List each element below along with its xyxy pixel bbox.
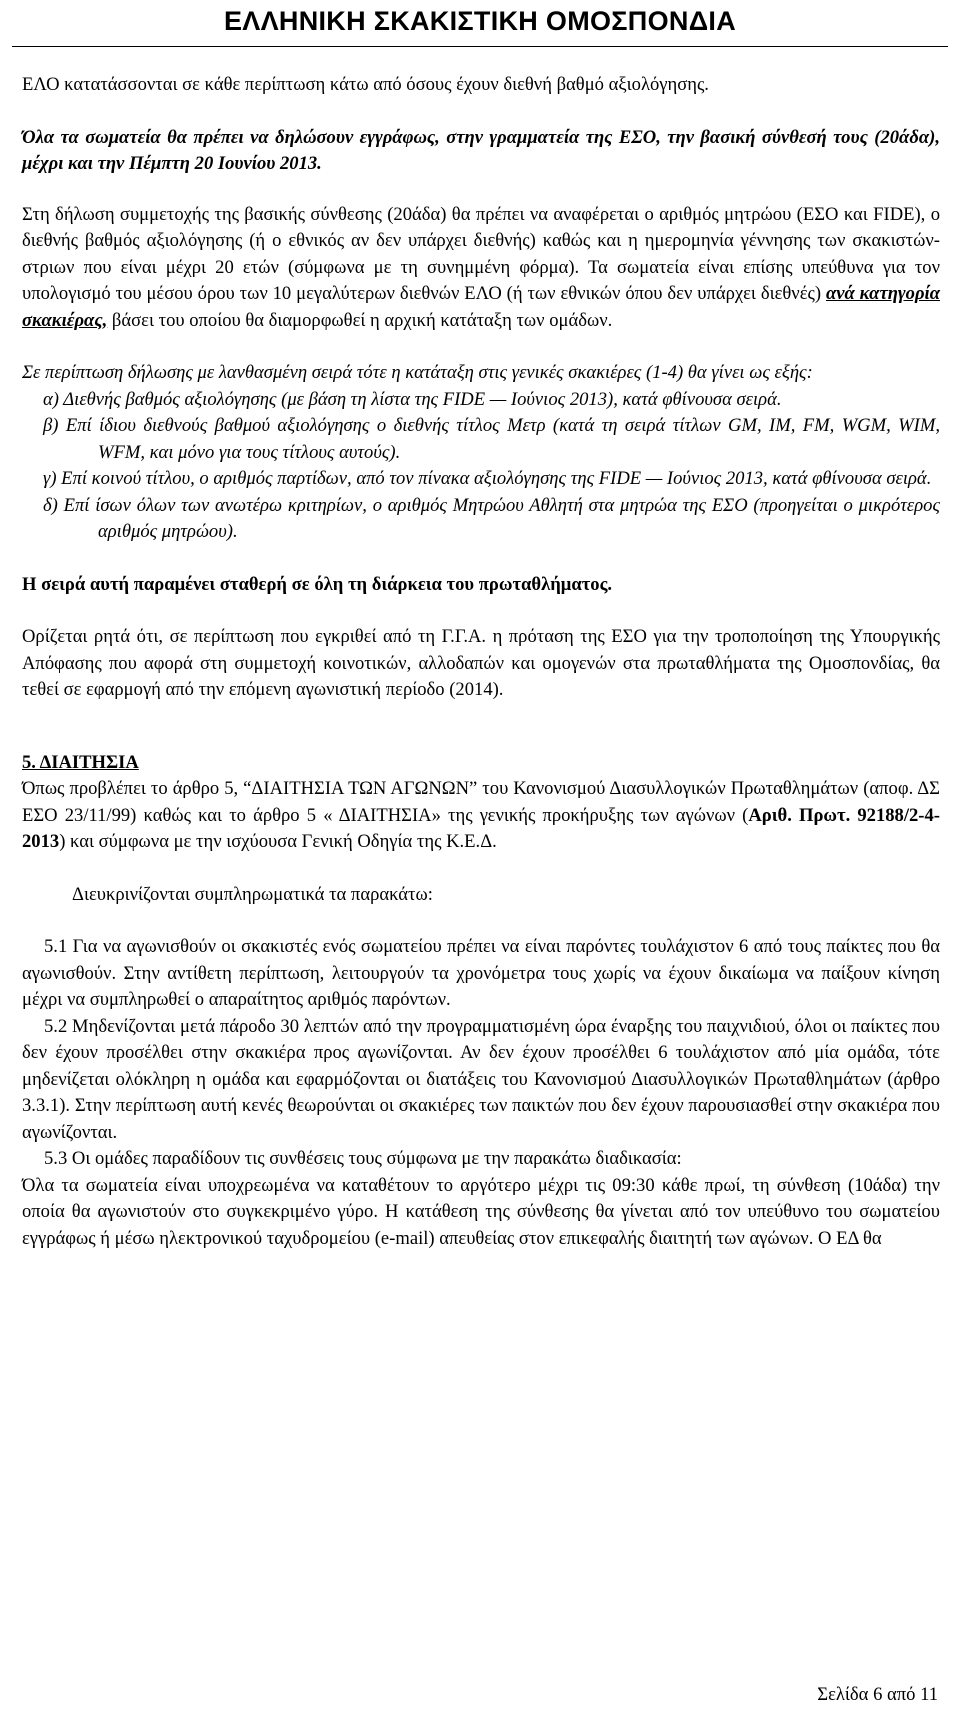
paragraph-order-fixed: Η σειρά αυτή παραμένει σταθερή σε όλη τη διάρκεια του πρωταθλήματος. [22,573,613,595]
document-body [22,72,940,1252]
clause-5-2: 5.2 Μηδενίζονται μετά πάροδο 30 λεπτών από την προγραμματισμένη ώρα έναρξης του παιχνιδιού, όλοι οι παίκτες που δεν έχουν προσέλθει στην σκακιέρα προς αγωνίζονται. Αν δεν έχουν προσέλθει 6 τουλάχιστον από μία ομάδα, τότε μηδενίζεται ολόκληρη η ομάδα και εφαρμόζονται οι διατάξεις του Κανονισμού Διασυλλογικών Πρωταθλημάτων (άρθρο 3.3.1). Στην περίπτωση αυτή κενές θεωρούνται οι σκακιέρες των παικτών που δεν έχουν παρουσιασθεί στην σκακιέρα που αγωνίζονται. [22,1015,940,1143]
paragraph-clarifications: Διευκρινίζονται συμπληρωματικά τα παρακάτω: [72,883,433,905]
criterion-d: δ) Επί ίσων όλων των ανωτέρω κριτηρίων, ο αριθμός Μητρώου Αθλητή στα μητρώα της ΕΣΟ (προηγείται ο μικρότερος αριθμός μητρώου). [43,494,940,542]
paragraph-wrong-order-intro: Σε περίπτωση δήλωσης με λανθασμένη σειρά τότε η κατάταξη στις γενικές σκακιέρες (1-4) θα γίνει ως εξής: [22,362,813,383]
header-divider [12,46,948,47]
criterion-b: β) Επί ίδιου διεθνούς βαθμού αξιολόγησης ο διεθνής τίτλος Μετρ (κατά τη σειρά τίτλων GM, IM, FM, WGM, WIM, WFM, και μόνο για τους τίτλους αυτούς). [43,415,940,463]
header-title: ΕΛΛΗΝΙΚΗ ΣΚΑΚΙΣΤΙΚΗ ΟΜΟΣΠΟΝΔΙΑ [223,6,737,36]
per-board-category-text: ανά κατηγορία σκακιέρας, [22,283,940,331]
section-5-heading: 5. ΔΙΑΙΤΗΣΙΑ [22,751,139,773]
paragraph-ministerial-decision: Ορίζεται ρητά ότι, σε περίπτωση που εγκριθεί από τη Γ.Γ.Α. η πρόταση της ΕΣΟ για την τροποποίηση της Υπουργικής Απόφασης που αφορά στη συμμετοχή κοινοτικών, αλλοδαπών και ομογενών στα πρωταθλήματα της Ομοσπονδίας, θα τεθεί σε εφαρμογή από την επόμενη αγωνιστική περίοδο (2014). [22,626,940,700]
clause-5-1: 5.1 Για να αγωνισθούν οι σκακιστές ενός σωματείου πρέπει να είναι παρόντες τουλάχιστον 6 από τους παίκτες που θα αγωνισθούν. Στην αντίθετη περίπτωση, λειτουργούν τα χρονόμετρα τους χωρίς να έχουν δικαίωμα να παίξουν κίνηση μέχρι να συμπληρωθεί ο απαραίτητος αριθμός παρόντων. [22,936,940,1010]
clause-5-3-body: Όλα τα σωματεία είναι υποχρεωμένα να καταθέτουν το αργότερο μέχρι τις 09:30 κάθε πρωί, τη σύνθεση (10άδα) την οποία θα αγωνιστούν στο συγκεκριμένο γύρο. Η κατάθεση της σύνθεσης θα γίνεται από τον υπεύθυνο του σωματείου εγγράφως ή μέσω ηλεκτρονικού ταχυδρομείου (e-mail) απευθείας στον επικεφαλής διαιτητή των αγώνων. Ο ΕΔ θα [22,1174,940,1249]
protocol-number: Αριθ. Πρωτ. 92188/2-4-2013 [22,804,940,852]
criterion-c: γ) Επί κοινού τίτλου, ο αριθμός παρτίδων, από τον πίνακα αξιολόγησης της FIDE — Ιούνιος 2013, κατά φθίνουσα σειρά. [43,468,932,489]
clause-5-3-title: 5.3 Οι ομάδες παραδίδουν τις συνθέσεις τους σύμφωνα με την παρακάτω διαδικασία: [44,1148,682,1169]
paragraph-elo: ΕΛΟ κατατάσσονται σε κάθε περίπτωση κάτω από όσους έχουν διεθνή βαθμό αξιολόγησης. [22,74,709,95]
paragraph-arbitration: Όπως προβλέπει το άρθρο 5, “ΔΙΑΙΤΗΣΙΑ ΤΩΝ ΑΓΩΝΩΝ” του Κανονισμού Διασυλλογικών Πρωταθλημάτων (αποφ. ΔΣ ΕΣΟ 23/11/99) καθώς και το άρθρο 5 « ΔΙΑΙΤΗΣΙΑ» της γενικής προκήρυξης των αγώνων (Αριθ. Πρωτ. 92188/2-4-2013) και σύμφωνα με την ισχύουσα Γενική Οδηγία της Κ.Ε.Δ. [22,778,940,852]
criterion-a: α) Διεθνής βαθμός αξιολόγησης (με βάση τη λίστα της FIDE — Ιούνιος 2013), κατά φθίνουσα σειρά. [43,388,782,410]
page-number: Σελίδα 6 από 11 [817,1684,938,1705]
page-header [0,0,960,46]
paragraph-declaration: Στη δήλωση συμμετοχής της βασικής σύνθεσης (20άδα) θα πρέπει να αναφέρεται ο αριθμός μητρώου (ΕΣΟ και FIDE), ο διεθνής βαθμός αξιολόγησης (ή ο εθνικός αν δεν υπάρχει διεθνής) καθώς και η ημερομηνία γέννησης των σκακιστών-στριων που είναι μέχρι 20 ετών (σύμφωνα με τη συνημμένη φόρμα). Τα σωματεία είναι επίσης υπεύθυνα για τον υπολογισμό του μέσου όρου των 10 μεγαλύτερων διεθνών ΕΛΟ (ή των εθνικών όπου δεν υπάρχει διεθνές) ανά κατηγορία σκακιέρας, βάσει του οποίου θα διαμορφωθεί η αρχική κατάταξη των ομάδων. [22,203,940,331]
paragraph-registration-deadline: Όλα τα σωματεία θα πρέπει να δηλώσουν εγγράφως, στην γραμματεία της ΕΣΟ, την βασική σύνθεσή τους (20άδα), μέχρι και την Πέμπτη 20 Ιουνίου 2013. [22,126,940,174]
